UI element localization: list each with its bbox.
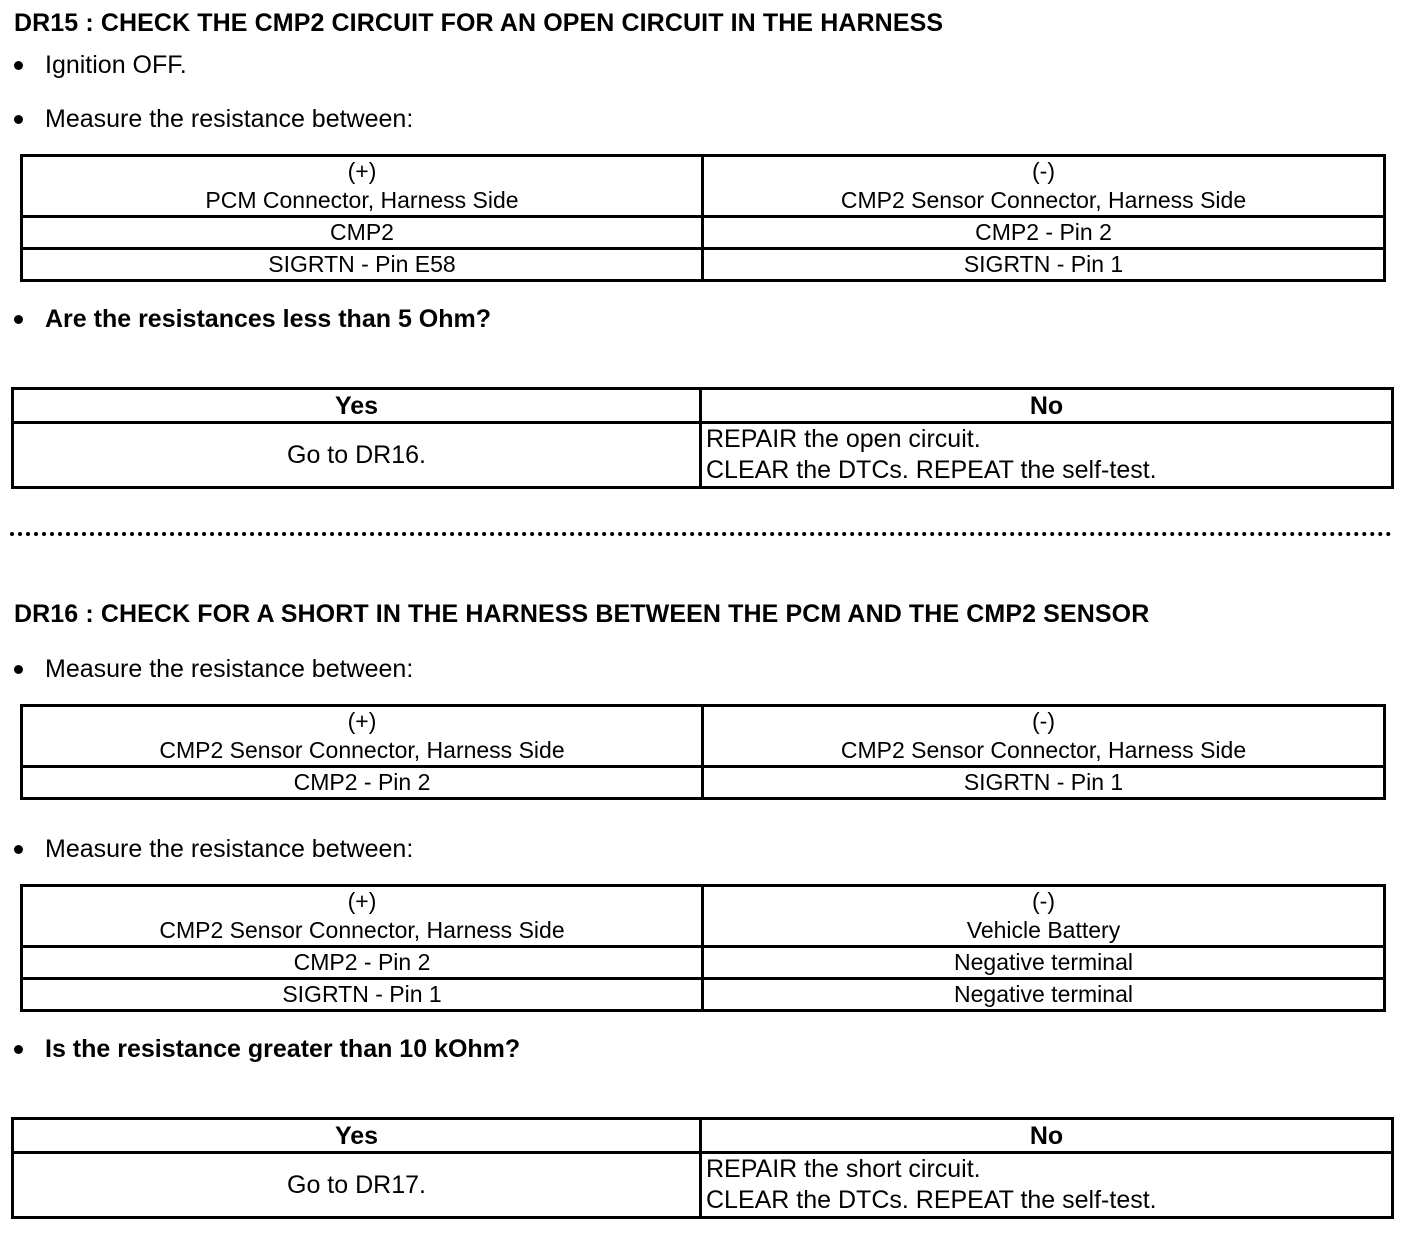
table-row [22, 249, 1385, 281]
dr16-measurement-table-2 [20, 884, 1386, 1012]
plus-cell: CMP2 - Pin 2 [22, 947, 703, 979]
plus-cell: CMP2 - Pin 2 [22, 767, 703, 799]
plus-cell: SIGRTN - Pin 1 [22, 979, 703, 1011]
bullet-dot-icon [14, 665, 23, 674]
plus-label: CMP2 Sensor Connector, Harness Side [159, 917, 565, 943]
bullet-dot-icon [14, 845, 23, 854]
minus-header [703, 156, 1385, 217]
table-header-row [22, 886, 1385, 947]
table-row [22, 767, 1385, 799]
table-row [22, 217, 1385, 249]
answer-header-row [13, 389, 1393, 423]
minus-sign: (-) [1032, 888, 1055, 914]
table-row [22, 979, 1385, 1011]
answer-row [13, 423, 1393, 488]
plus-cell: CMP2 [22, 217, 703, 249]
bullet-text: Measure the resistance between: [45, 835, 414, 863]
plus-label: CMP2 Sensor Connector, Harness Side [159, 737, 565, 763]
no-action [701, 1153, 1393, 1218]
minus-header [703, 706, 1385, 767]
plus-sign: (+) [347, 158, 377, 184]
bullet-text: Ignition OFF. [45, 51, 187, 79]
dr15-heading: DR15 : CHECK THE CMP2 CIRCUIT FOR AN OPEN CIRCUIT IN THE HARNESS [14, 9, 944, 37]
yes-header: Yes [13, 389, 701, 423]
plus-label: PCM Connector, Harness Side [205, 187, 519, 213]
plus-header [22, 706, 703, 767]
dr16-bullet-measure-1 [14, 654, 413, 684]
question-text: Are the resistances less than 5 Ohm? [45, 305, 492, 333]
plus-header [22, 886, 703, 947]
minus-label: CMP2 Sensor Connector, Harness Side [840, 187, 1247, 213]
minus-cell: CMP2 - Pin 2 [703, 217, 1385, 249]
no-header: No [701, 389, 1393, 423]
minus-sign: (-) [1032, 158, 1055, 184]
bullet-dot-icon [14, 115, 23, 124]
bullet-dot-icon [14, 315, 23, 324]
no-action-line2: CLEAR the DTCs. REPEAT the self-test. [706, 1186, 1157, 1214]
dr16-bullet-measure-2 [14, 834, 413, 864]
minus-header [703, 886, 1385, 947]
yes-header: Yes [13, 1119, 701, 1153]
answer-header-row [13, 1119, 1393, 1153]
bullet-dot-icon [14, 1045, 23, 1054]
minus-label: CMP2 Sensor Connector, Harness Side [840, 737, 1247, 763]
minus-cell: SIGRTN - Pin 1 [703, 767, 1385, 799]
dr16-heading: DR16 : CHECK FOR A SHORT IN THE HARNESS BETWEEN THE PCM AND THE CMP2 SENSOR [14, 600, 1150, 628]
dr15-measurement-table [20, 154, 1386, 282]
yes-action: Go to DR17. [13, 1153, 701, 1218]
table-header-row [22, 706, 1385, 767]
minus-sign: (-) [1032, 708, 1055, 734]
bullet-text: Measure the resistance between: [45, 105, 414, 133]
table-header-row [22, 156, 1385, 217]
bullet-text: Measure the resistance between: [45, 655, 414, 683]
no-header: No [701, 1119, 1393, 1153]
dr15-bullet-ignition [14, 50, 187, 80]
dr16-question [14, 1034, 520, 1064]
plus-header [22, 156, 703, 217]
minus-cell: Negative terminal [703, 979, 1385, 1011]
dr15-question [14, 304, 491, 334]
answer-row [13, 1153, 1393, 1218]
dr15-bullet-measure [14, 104, 413, 134]
plus-sign: (+) [347, 708, 377, 734]
no-action-line2: CLEAR the DTCs. REPEAT the self-test. [706, 456, 1157, 484]
section-divider [10, 532, 1392, 536]
dr15-answer-table [11, 387, 1394, 489]
plus-sign: (+) [347, 888, 377, 914]
bullet-dot-icon [14, 61, 23, 70]
dr16-measurement-table-1 [20, 704, 1386, 800]
dr16-answer-table [11, 1117, 1394, 1219]
yes-action: Go to DR16. [13, 423, 701, 488]
plus-cell: SIGRTN - Pin E58 [22, 249, 703, 281]
question-text: Is the resistance greater than 10 kOhm? [45, 1035, 521, 1063]
no-action-line1: REPAIR the short circuit. [706, 1155, 981, 1183]
minus-label: Vehicle Battery [966, 917, 1121, 943]
table-row [22, 947, 1385, 979]
no-action-line1: REPAIR the open circuit. [706, 425, 981, 453]
minus-cell: Negative terminal [703, 947, 1385, 979]
minus-cell: SIGRTN - Pin 1 [703, 249, 1385, 281]
no-action [701, 423, 1393, 488]
